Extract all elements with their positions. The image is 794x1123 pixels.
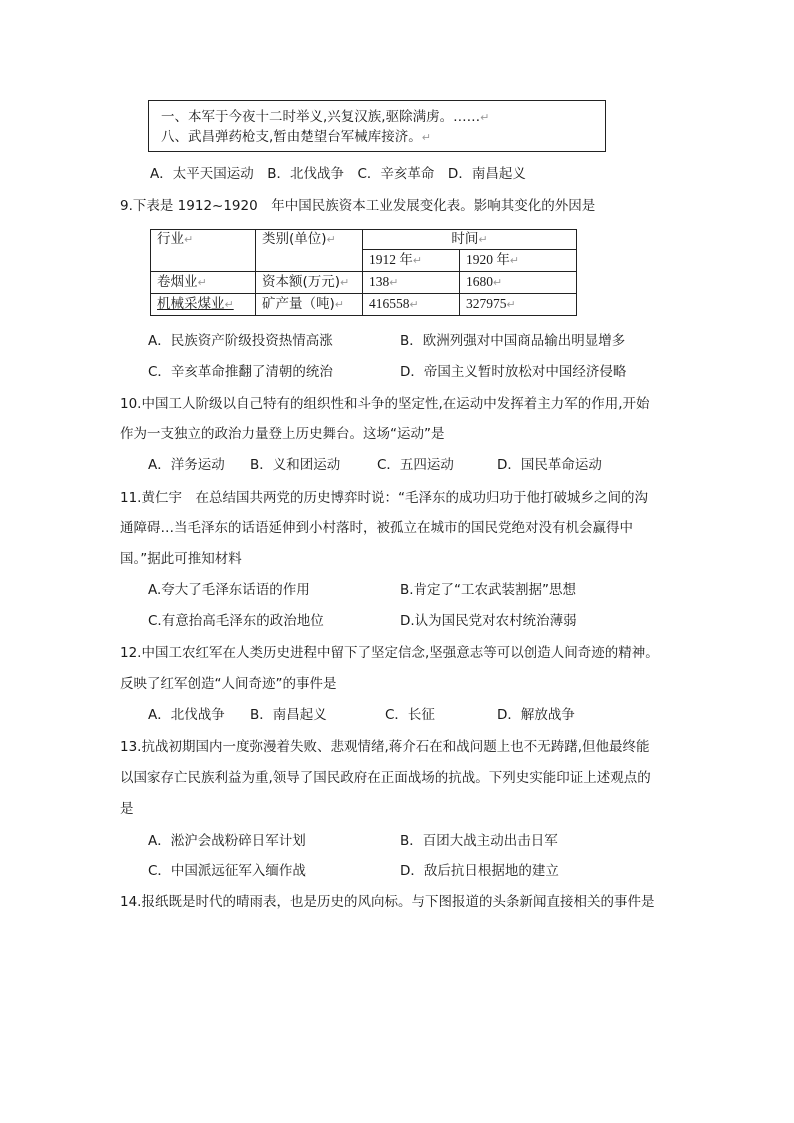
- table-cell: 机械采煤业↵: [151, 294, 256, 316]
- q8-box-line-2: 八、武昌弹药枪支,暂由楚望台军械库接济。↵: [161, 129, 432, 145]
- table-header-1912: 1912 年↵: [363, 250, 460, 272]
- q13-option-c: C．中国派远征军入缅作战: [148, 863, 306, 879]
- table-header-1920: 1920 年↵: [460, 250, 577, 272]
- table-cell: 1680↵: [460, 272, 577, 294]
- table-header-industry: 行业↵: [151, 230, 256, 272]
- q10-option-c: C．五四运动: [377, 457, 454, 473]
- q10-option-b: B．义和团运动: [250, 457, 341, 473]
- table-cell: 矿产量（吨)↵: [256, 294, 363, 316]
- q11-option-a: A.夸大了毛泽东话语的作用: [148, 582, 310, 598]
- q8-material-box: [148, 100, 606, 152]
- q13-option-b: B．百团大战主动出击日军: [400, 833, 558, 849]
- q12-option-b: B．南昌起义: [250, 707, 327, 723]
- q13-stem-line-1: 13.抗战初期国内一度弥漫着失败、悲观情绪,蒋介石在和战问题上也不无踌躇,但他最终能: [120, 739, 650, 755]
- table-cell: 卷烟业↵: [151, 272, 256, 294]
- table-cell: 416558↵: [363, 294, 460, 316]
- q9-option-c: C．辛亥革命推翻了清朝的统治: [148, 364, 333, 380]
- q13-stem-line-2: 以国家存亡民族利益为重,领导了国民政府在正面战场的抗战。下列史实能印证上述观点的: [120, 770, 651, 786]
- q13-option-d: D．敌后抗日根据地的建立: [400, 863, 559, 879]
- table-header-time: 时间↵: [363, 230, 577, 250]
- q9-option-b: B．欧洲列强对中国商品输出明显增多: [400, 333, 626, 349]
- q11-stem-line-1: 11.黄仁宇 在总结国共两党的历史博弈时说：“毛泽东的成功归功于他打破城乡之间的沟: [120, 490, 648, 506]
- table-cell: 138↵: [363, 272, 460, 294]
- q12-stem-line-2: 反映了红军创造“人间奇迹”的事件是: [120, 676, 337, 692]
- table-header-category: 类别(单位)↵: [256, 230, 363, 272]
- q14-stem-line-1: 14.报纸既是时代的晴雨表，也是历史的风向标。与下图报道的头条新闻直接相关的事件是: [120, 894, 655, 910]
- q13-stem-line-3: 是: [120, 801, 134, 817]
- q11-stem-line-3: 国。”据此可推知材料: [120, 551, 242, 567]
- q9-option-a: A．民族资产阶级投资热情高涨: [148, 333, 333, 349]
- q13-option-a: A．淞沪会战粉碎日军计划: [148, 833, 306, 849]
- q8-options: A．太平天国运动 B．北伐战争 C．辛亥革命 D．南昌起义: [150, 166, 526, 182]
- q12-option-c: C．长征: [385, 707, 435, 723]
- q10-stem-line-1: 10.中国工人阶级以自己特有的组织性和斗争的坚定性,在运动中发挥着主力军的作用,开始: [120, 396, 650, 412]
- q10-option-a: A．洋务运动: [148, 457, 225, 473]
- q11-option-c: C.有意抬高毛泽东的政治地位: [148, 613, 324, 629]
- q11-option-b: B.肯定了“工农武装割据”思想: [400, 582, 577, 598]
- q11-stem-line-2: 通障碍…当毛泽东的话语延伸到小村落时，被孤立在城市的国民党绝对没有机会赢得中: [120, 520, 633, 536]
- q9-option-d: D．帝国主义暂时放松对中国经济侵略: [400, 364, 627, 380]
- table-cell: 327975↵: [460, 294, 577, 316]
- q9-data-table: [150, 229, 577, 316]
- q9-stem: 9.下表是 1912~1920 年中国民族资本工业发展变化表。影响其变化的外因是: [120, 198, 596, 214]
- q10-option-d: D．国民革命运动: [497, 457, 602, 473]
- q11-option-d: D.认为国民党对农村统治薄弱: [400, 613, 577, 629]
- q12-stem-line-1: 12.中国工农红军在人类历史进程中留下了坚定信念,坚强意志等可以创造人间奇迹的精神。: [120, 645, 659, 661]
- table-cell: 资本额(万元)↵: [256, 272, 363, 294]
- q12-option-d: D．解放战争: [497, 707, 575, 723]
- q10-stem-line-2: 作为一支独立的政治力量登上历史舞台。这场“运动”是: [120, 426, 445, 442]
- q12-option-a: A．北伐战争: [148, 707, 225, 723]
- q8-box-line-1: 一、本军于今夜十二时举义,兴复汉族,驱除满虏。……↵: [161, 109, 490, 125]
